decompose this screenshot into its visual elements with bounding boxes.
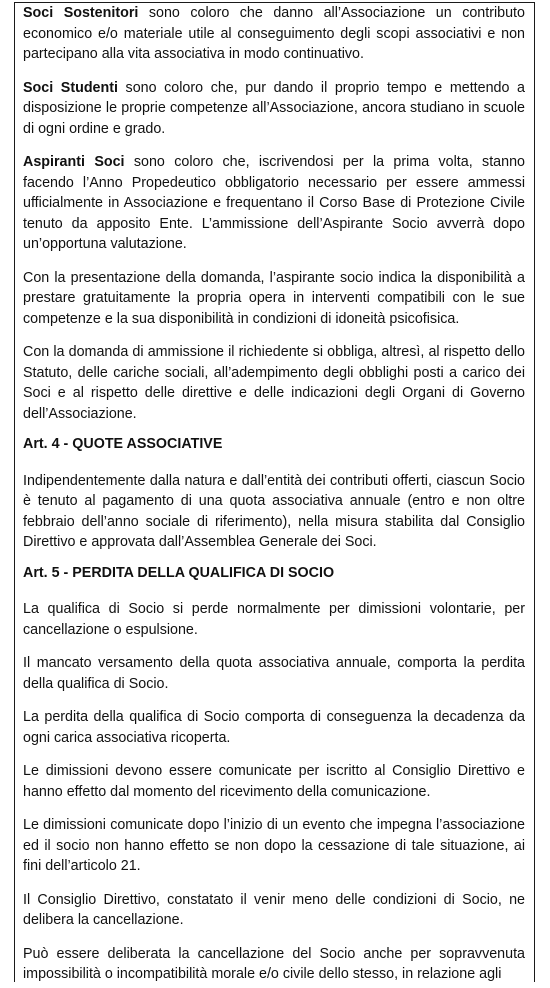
art5-paragraph: Può essere deliberata la cancellazione del Socio anche per sopravvenuta impossibilità o incompatibilità morale e/o civile dello stesso, in relazione agli xyxy=(23,945,525,982)
paragraph-text: sono coloro che danno all’Associazione un contributo economico e/o materiale utile al conseguimento degli scopi associativi e non partecipano alla vita associativa in modo continuativo. xyxy=(23,5,525,62)
document-page xyxy=(14,2,535,982)
article-5-heading: Art. 5 - PERDITA DELLA QUALIFICA DI SOCIO xyxy=(23,564,335,581)
term-soci-studenti: Soci Studenti xyxy=(23,79,118,96)
paragraph-soci-studenti xyxy=(23,78,525,140)
art5-paragraph: Il mancato versamento della quota associativa annuale, comporta la perdita della qualifica di Socio. xyxy=(23,655,525,692)
art5-paragraph: Le dimissioni devono essere comunicate per iscritto al Consiglio Direttivo e hanno effetto dal momento del ricevimento della comunicazione. xyxy=(23,763,525,800)
term-soci-sostenitori: Soci Sostenitori xyxy=(23,5,139,21)
art5-paragraph: Le dimissioni comunicate dopo l’inizio di un evento che impegna l’associazione ed il socio non hanno effetto se non dopo la cessazione di tale situazione, ai fini dell’articolo 21. xyxy=(23,817,525,874)
paragraph-text: sono coloro che, iscrivendosi per la prima volta, stanno facendo l’Anno Propedeutico obbligatorio necessario per essere ammessi ufficialmente in Associazione e frequentano il Corso Base di Protezione Civile tenuto da apposito Ente. L’ammissione dell’Aspirante Socio avverrà dopo un’opportuna valutazione. xyxy=(23,154,525,252)
art5-paragraph: Il Consiglio Direttivo, constatato il venir meno delle condizioni di Socio, ne delibera la cancellazione. xyxy=(23,891,525,928)
paragraph-soci-sostenitori xyxy=(23,3,525,65)
art4-paragraph: Indipendentemente dalla natura e dall’entità dei contributi offerti, ciascun Socio è tenuto al pagamento di una quota associativa annuale (entro e non oltre febbraio dell’anno sociale di riferimento), nella misura stabilita dal Consiglio Direttivo e approvata dall’Assemblea Generale dei Soci. xyxy=(23,472,525,550)
term-aspiranti-soci: Aspiranti Soci xyxy=(23,154,125,170)
paragraph-aspiranti-soci xyxy=(23,152,525,255)
article-4-heading: Art. 4 - QUOTE ASSOCIATIVE xyxy=(23,436,223,452)
art5-paragraph: La qualifica di Socio si perde normalmente per dimissioni volontarie, per cancellazione o espulsione. xyxy=(23,601,525,638)
paragraph-text: sono coloro che, pur dando il proprio tempo e mettendo a disposizione le proprie competenze all’Associazione, ancora studiano in scuole di ogni ordine e grado. xyxy=(23,79,525,137)
paragraph-domanda-ammissione: Con la domanda di ammissione il richiedente si obbliga, altresì, al rispetto dello Statuto, delle cariche sociali, all’adempimento degli obblighi posti a carico dei Soci e al rispetto delle direttive e delle indicazioni degli Organi di Governo dell’Associazione. xyxy=(23,344,525,422)
art5-paragraph: La perdita della qualifica di Socio comporta di conseguenza la decadenza da ogni carica associativa ricoperta. xyxy=(23,709,525,746)
paragraph-presentazione-domanda: Con la presentazione della domanda, l’aspirante socio indica la disponibilità a prestare gratuitamente la propria opera in interventi compatibili con le sue competenze e la sua disponibilità in condizioni di idoneità psicofisica. xyxy=(23,269,525,327)
